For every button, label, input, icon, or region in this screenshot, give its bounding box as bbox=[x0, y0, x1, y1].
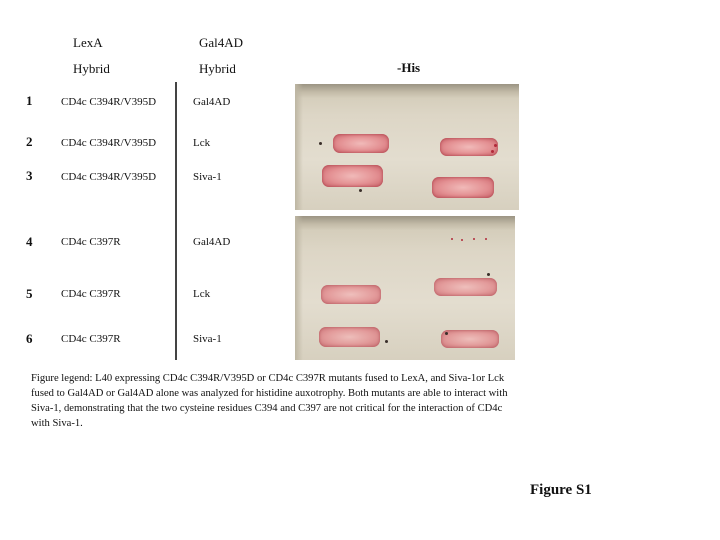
column-divider bbox=[175, 82, 177, 360]
row-number: 6 bbox=[26, 331, 33, 346]
colony-streak-row3-left bbox=[322, 165, 383, 187]
lexa-header-line2: Hybrid bbox=[73, 61, 110, 76]
row-gal4ad-construct: Siva-1 bbox=[193, 171, 222, 183]
row-gal4ad-construct: Lck bbox=[193, 288, 211, 300]
colony-streak-row5-right bbox=[434, 278, 497, 296]
row-number: 5 bbox=[26, 286, 33, 301]
gal4ad-header-line2: Hybrid bbox=[199, 61, 236, 76]
colony-streak-row2-right bbox=[440, 138, 498, 156]
gal4ad-header-line1: Gal4AD bbox=[199, 35, 244, 50]
agar-plate-bottom bbox=[295, 216, 515, 360]
row-number: 1 bbox=[26, 93, 33, 108]
row-number: 4 bbox=[26, 234, 33, 249]
colony-streak-row5-left bbox=[321, 285, 381, 304]
colony-streak-row2-left bbox=[333, 134, 389, 153]
row-gal4ad-construct: Lck bbox=[193, 137, 211, 149]
row-lexa-construct: CD4c C394R/V395D bbox=[61, 137, 157, 149]
row-lexa-construct: CD4c C397R bbox=[61, 288, 121, 300]
colony-streak-row6-right bbox=[441, 330, 499, 348]
row-lexa-construct: CD4c C394R/V395D bbox=[61, 96, 157, 108]
media-label: -His bbox=[397, 60, 421, 75]
row-number: 3 bbox=[26, 168, 33, 183]
figure-label: Figure S1 bbox=[530, 482, 592, 498]
row-lexa-construct: CD4c C394R/V395D bbox=[61, 171, 157, 183]
agar-plate-top bbox=[295, 84, 519, 210]
row-gal4ad-construct: Gal4AD bbox=[193, 236, 231, 248]
row-lexa-construct: CD4c C397R bbox=[61, 333, 121, 345]
row-gal4ad-construct: Gal4AD bbox=[193, 96, 231, 108]
colony-streak-row6-left bbox=[319, 327, 380, 347]
colony-streak-row3-right bbox=[432, 177, 494, 198]
row-gal4ad-construct: Siva-1 bbox=[193, 333, 222, 345]
lexa-header-line1: LexA bbox=[73, 35, 103, 50]
figure-legend: Figure legend: L40 expressing CD4c C394R/V395D or CD4c C397R mutants fused to LexA, and Siva-1or Lck fused to Gal4AD or Gal4AD alone was analyzed for histidine auxotrophy. Both mutants are able to interact with Siva-1, demonstrating that the two cysteine residues C394 and C397 are not critical for the interaction of CD4c with Siva-1. bbox=[31, 373, 508, 429]
row-number: 2 bbox=[26, 134, 33, 149]
row-lexa-construct: CD4c C397R bbox=[61, 236, 121, 248]
